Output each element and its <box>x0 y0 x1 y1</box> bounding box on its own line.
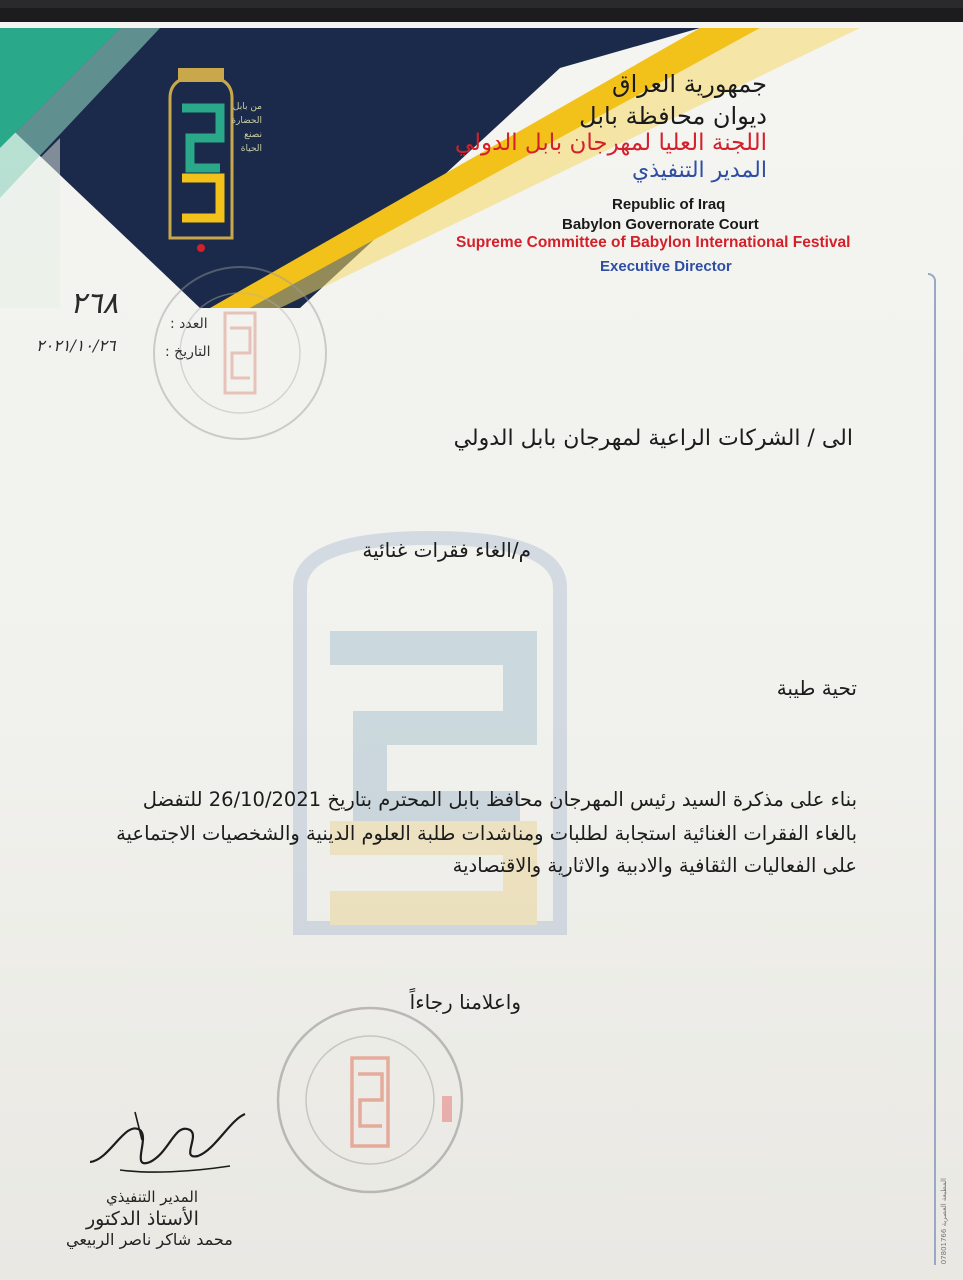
printer-imprint: المطبعة العصرية 07801766 <box>940 1178 948 1265</box>
signatory-name: محمد شاكر ناصر الربيعي <box>66 1230 233 1249</box>
header-english-committee: Supreme Committee of Babylon International Festival <box>456 234 851 251</box>
reference-number-label: العدد : <box>170 316 208 332</box>
body-paragraph-line: على الفعاليات الثقافية والادبية والاثارية والاقتصادية <box>452 854 857 877</box>
reference-date-value: ٢٠٢١/١٠/٢٦ <box>36 336 116 355</box>
greeting: تحية طيبة <box>776 676 857 700</box>
festival-logo <box>160 68 242 254</box>
scan-top-edge <box>0 8 963 22</box>
logo-slogan-line: الحياة <box>240 144 262 154</box>
director-signature <box>80 1100 260 1190</box>
page-border <box>928 273 936 1265</box>
header-english-country: Republic of Iraq <box>612 196 726 213</box>
recipient-line: الى / الشركات الراعية لمهرجان بابل الدولي <box>453 426 853 451</box>
header-english-director: Executive Director <box>600 258 732 275</box>
header-english-governorate: Babylon Governorate Court <box>562 216 759 233</box>
letter-page <box>0 8 963 1280</box>
header-arabic-governorate: ديوان محافظة بابل <box>579 102 767 130</box>
body-paragraph-line: بالغاء الفقرات الغنائية استجابة لطلبات ومناشدات طلبة العلوم الدينية والشخصيات الاجتماعية <box>116 822 857 845</box>
logo-slogan-line: من بابل <box>232 102 262 112</box>
signatory-rank: الأستاذ الدكتور <box>86 1208 199 1230</box>
logo-slogan-line: الحضارة <box>231 116 262 126</box>
signatory-title: المدير التنفيذي <box>106 1188 199 1206</box>
header-arabic-country: جمهورية العراق <box>611 70 767 98</box>
closing-line: واعلامنا رجاءاً <box>409 990 521 1014</box>
logo-slogan <box>222 100 262 156</box>
logo-watermark <box>270 528 590 948</box>
festival-stamp-bottom <box>270 1000 470 1200</box>
reference-number-value: ٢٦٨ <box>70 286 119 321</box>
body-paragraph-line: بناء على مذكرة السيد رئيس المهرجان محافظ بابل المحترم بتاريخ 26/10/2021 للتفضل <box>142 788 857 811</box>
header-arabic-committee: اللجنة العليا لمهرجان بابل الدولي <box>454 130 767 156</box>
header-arabic-director: المدير التنفيذي <box>632 158 767 183</box>
reference-date-label: التاريخ : <box>165 344 211 360</box>
logo-slogan-line: نصنع <box>244 130 262 140</box>
subject-line: م/الغاء فقرات غنائية <box>362 538 531 562</box>
